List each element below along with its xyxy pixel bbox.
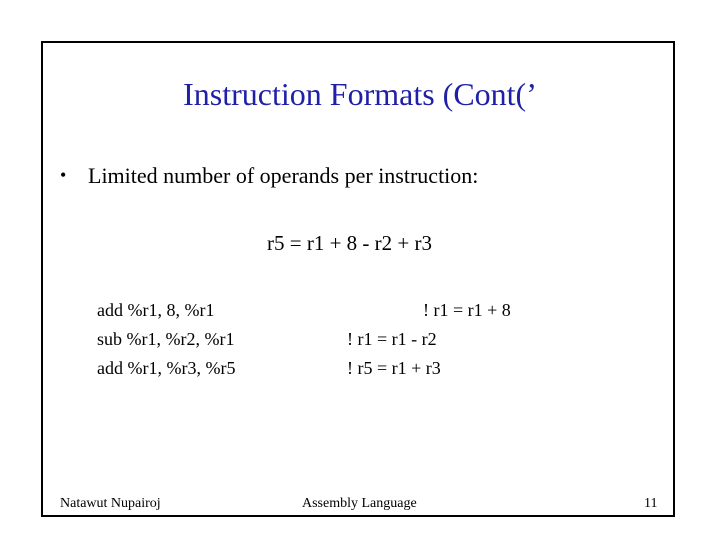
equation: r5 = r1 + 8 - r2 + r3 (267, 231, 432, 255)
code-instruction-3: add %r1, %r3, %r5 (97, 358, 236, 378)
footer-course: Assembly Language (302, 496, 417, 511)
bullet-symbol: • (60, 165, 67, 185)
code-comment-1: ! r1 = r1 + 8 (423, 300, 511, 320)
slide-title: Instruction Formats (Cont(’ (183, 76, 537, 112)
footer-page-number: 11 (644, 496, 658, 511)
code-instruction-2: sub %r1, %r2, %r1 (97, 329, 235, 349)
bullet-text: Limited number of operands per instruction: (88, 163, 479, 188)
code-comment-3: ! r5 = r1 + r3 (347, 358, 441, 378)
code-instruction-1: add %r1, 8, %r1 (97, 300, 215, 320)
bullet-item (60, 163, 478, 189)
footer-author: Natawut Nupairoj (60, 496, 161, 511)
code-comment-2: ! r1 = r1 - r2 (347, 329, 437, 349)
